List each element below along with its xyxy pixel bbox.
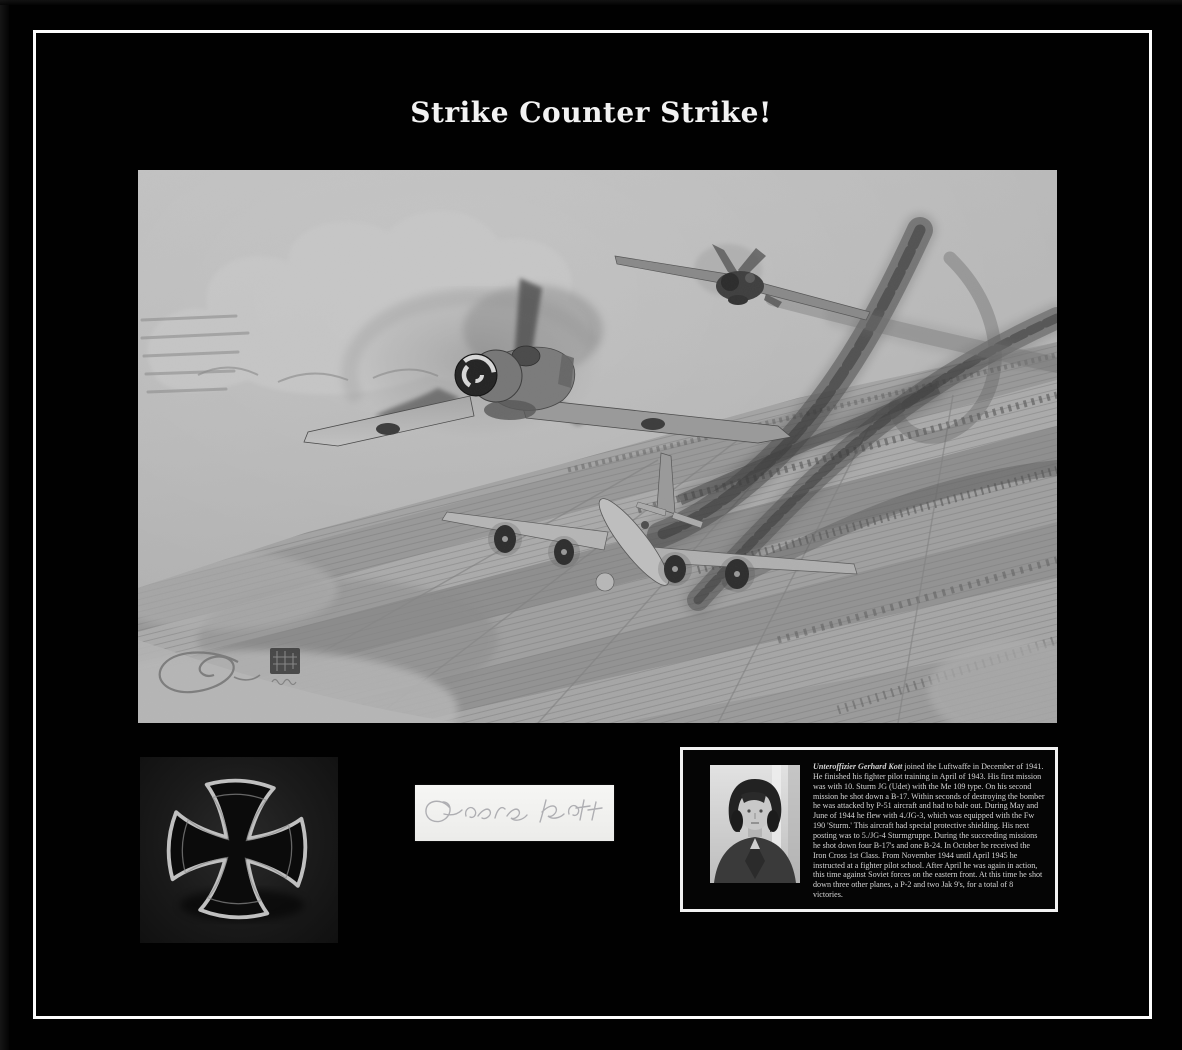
artwork-title: Strike Counter Strike! [410,96,772,129]
handwritten-signature [415,785,614,841]
signature-slip [415,785,614,841]
aircraft-drawing [138,170,1057,723]
pilot-name: Unteroffizier Gerhard Kott [813,762,903,771]
iron-cross-photo [140,757,338,943]
bio-text [813,762,1045,901]
iron-cross-svg [140,757,338,943]
portrait-svg [710,765,800,883]
bio-body: joined the Luftwaffe in December of 1941. He finished his fighter pilot training in April of 1943. His first mission was with 10. Sturm JG (Udet) with the Me 109 type. On his second mission he shot down a B-17. Within seconds of destroying the bomber he was attacked by P-51 aircraft and had to bale out. During May and June of 1944 he flew with 4./JG-3, which was equipped with the Fw 190 'Sturm.' This aircraft had special protective shielding. His next posting was to 5./JG-4 Sturmgruppe. During the succeeding missions he shot down four B-17's and one B-24. In October he received the Iron Cross 1st Class. From November 1944 until April 1945 he instructed at a fighter pilot school. After April he was again in action, this time against Soviet forces on the eastern front. At this time he shot down three other planes, a P-2 and two Jak 9's, for a total of 8 victories. [813,762,1045,900]
frame-edge-top [0,0,1182,5]
drawing-svg [138,170,1057,723]
bio-card [680,747,1058,912]
pilot-portrait [710,765,800,883]
pencil-grain [138,170,1057,723]
frame-edge-left [0,0,9,1050]
